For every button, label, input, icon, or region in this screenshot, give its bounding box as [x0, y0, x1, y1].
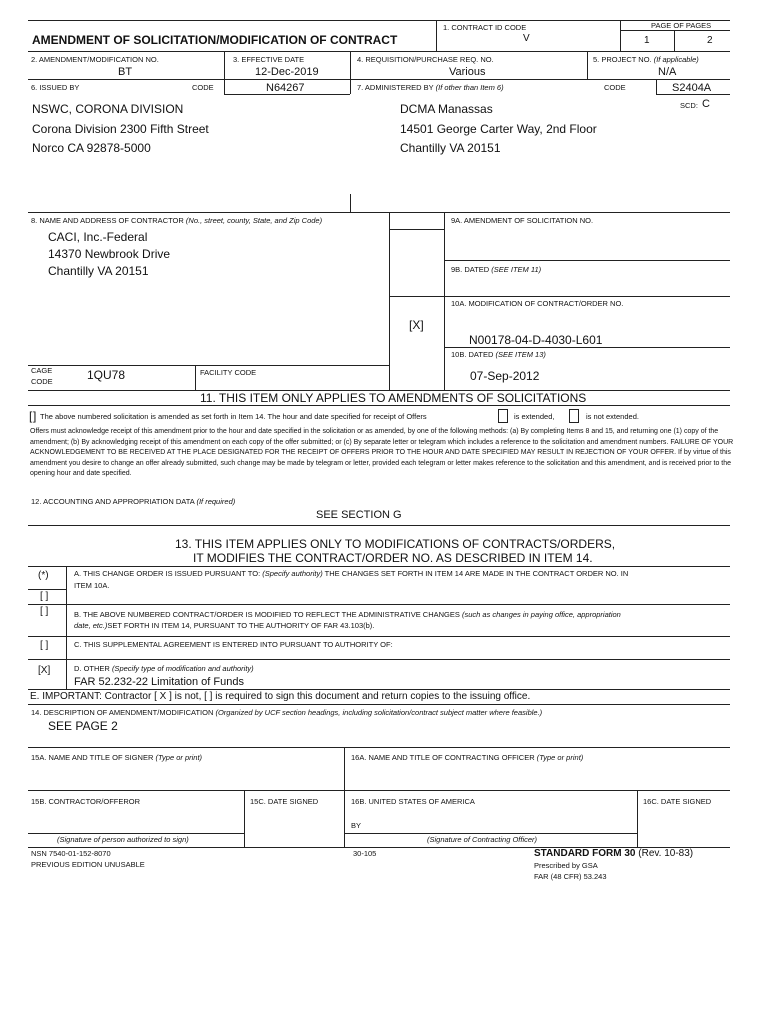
item-14-note: (Organized by UCF section headings, including solicitation/contract subject matter where feasible.) — [215, 708, 543, 717]
contractor-label — [31, 216, 322, 225]
officer-name-label — [351, 753, 583, 762]
signer-name-note: (Type or print) — [155, 753, 203, 762]
item-11-line-a: The above numbered solicitation is amended as set forth in Item 14. The hour and date specified for receipt of Offers — [40, 412, 427, 421]
administered-note: (If other than Item 6) — [435, 83, 504, 92]
rule — [28, 405, 730, 406]
accounting-label-text: 12. ACCOUNTING AND APPROPRIATION DATA — [31, 497, 195, 506]
standard-form-rev: (Rev. 10-83) — [638, 848, 694, 859]
rule — [587, 51, 588, 79]
usa-label: 16B. UNITED STATES OF AMERICA — [351, 797, 475, 806]
rule — [28, 525, 730, 526]
rule — [28, 747, 730, 748]
amend-solicitation-label: 9A. AMENDMENT OF SOLICITATION NO. — [451, 216, 594, 225]
rule — [344, 747, 345, 847]
item-13c-text: C. THIS SUPPLEMENTAL AGREEMENT IS ENTERED INTO PURSUANT TO AUTHORITY OF: — [74, 640, 393, 649]
cage-value: 1QU78 — [87, 368, 126, 382]
signer-name-label — [31, 753, 202, 762]
cage-label-1: CAGE — [31, 366, 53, 375]
mod-selected-mark: [X] — [409, 318, 424, 332]
rule — [28, 704, 730, 705]
signature-officer-caption: (Signature of Contracting Officer) — [427, 835, 538, 844]
item-14-label — [31, 708, 542, 717]
rule — [436, 20, 437, 51]
rule — [28, 79, 730, 80]
item-13-heading-2: IT MODIFIES THE CONTRACT/ORDER NO. AS DESCRIBED IN ITEM 14. — [193, 551, 593, 565]
offers-not-extended-checkbox[interactable] — [569, 409, 579, 423]
rule — [28, 589, 66, 590]
item-13-col-mark: (*) — [38, 570, 49, 581]
effective-date-label: 3. EFFECTIVE DATE — [233, 55, 305, 64]
officer-name-note: (Type or print) — [536, 753, 584, 762]
important-notice: E. IMPORTANT: Contractor [ X ] is not, [ ] is required to sign this document and return copies to the issuing office. — [30, 691, 531, 702]
top-rule-left — [28, 20, 436, 21]
item-13b-mark[interactable]: [ ] — [40, 606, 49, 617]
administered-text: 7. ADMINISTERED BY — [357, 83, 434, 92]
admin-line-3: Chantilly VA 20151 — [400, 141, 501, 155]
item-11-instructions: Offers must acknowledge receipt of this amendment prior to the hour and date specified in the solicitation or as amended, by one of the following methods: (a) By completing Items 8 and 15, and returning one (1) copy of the amendment; (b) By acknowledging receipt of this amendment on each copy of the offer submitted; or (c) By separate letter or telegram which includes a reference to the solicitation and amendment numbers. FAILURE OF YOUR ACKNOWLEDGEMENT TO BE RECEIVED AT THE PLACE DESIGNATED FOR THE RECEIPT OF OFFERS PRIOR TO THE HOUR AND DATE SPECIFIED MAY RESULT IN REJECTION OF YOUR OFFER. If by virtue of this amendment you desire to change an offer already submitted, such change may be made by telegram or letter, provided each telegram or letter makes reference to the solicitation and this amendment, and is received prior to the opening hour and date specified. — [30, 428, 734, 478]
dated-10b-text: 10B. DATED — [451, 350, 494, 359]
rule — [674, 30, 675, 51]
item-13b-italic: date, etc.) — [74, 621, 108, 630]
rule — [656, 94, 730, 95]
administered-code-label: CODE — [604, 83, 626, 92]
item-13b-lead: B. THE ABOVE NUMBERED CONTRACT/ORDER IS MODIFIED TO REFLECT THE ADMINISTRATIVE CHANGES — [74, 610, 460, 619]
signature-person-caption: (Signature of person authorized to sign) — [57, 835, 189, 844]
issuer-line-3: Norco CA 92878-5000 — [32, 141, 151, 155]
amendment-no-value: BT — [118, 66, 133, 78]
officer-name-text: 16A. NAME AND TITLE OF CONTRACTING OFFICER — [351, 753, 535, 762]
dated-9b-text: 9B. DATED — [451, 265, 490, 274]
item-14-value: SEE PAGE 2 — [48, 719, 118, 733]
standard-form-name: STANDARD FORM 30 — [534, 848, 636, 859]
rule — [224, 94, 350, 95]
contractor-offeror-label: 15B. CONTRACTOR/OFFEROR — [31, 797, 141, 806]
rule — [350, 51, 351, 94]
item-14-text: 14. DESCRIPTION OF AMENDMENT/MODIFICATION — [31, 708, 214, 717]
rule — [244, 790, 245, 847]
cage-label-2: CODE — [31, 377, 53, 386]
dated-10b-note: (SEE ITEM 13) — [495, 350, 546, 359]
rule — [28, 689, 730, 690]
accounting-label — [31, 497, 235, 506]
item-13d-value: FAR 52.232-22 Limitation of Funds — [74, 676, 244, 688]
issuer-line-2: Corona Division 2300 Fifth Street — [32, 122, 209, 136]
rule — [224, 51, 225, 94]
page-of-pages-label: PAGE OF PAGES — [651, 21, 712, 30]
dated-9b-note: (SEE ITEM 11) — [491, 265, 542, 274]
item-13a-text-3: ITEM 10A. — [74, 581, 110, 590]
item-13-blank-mark[interactable]: [ ] — [40, 591, 49, 602]
item-13a-lead: A. THIS CHANGE ORDER IS ISSUED PURSUANT TO: — [74, 569, 261, 578]
item-13a-rest: THE CHANGES SET FORTH IN ITEM 14 ARE MADE IN THE CONTRACT ORDER NO. IN — [324, 569, 629, 578]
prescribed-by: Prescribed by GSA — [534, 861, 598, 870]
rule — [637, 790, 638, 847]
dated-10b-value: 07-Sep-2012 — [470, 369, 540, 383]
rule — [66, 566, 67, 689]
dated-10b-label — [451, 350, 546, 359]
item-13-heading-1: 13. THIS ITEM APPLIES ONLY TO MODIFICATIONS OF CONTRACTS/ORDERS, — [175, 537, 616, 551]
item-13d-lead: D. OTHER — [74, 664, 110, 673]
project-no-label — [593, 55, 699, 64]
page-total: 2 — [707, 35, 713, 46]
contract-id-code-value: V — [523, 33, 530, 44]
effective-date-value: 12-Dec-2019 — [255, 66, 319, 78]
bracket-open: [ — [29, 409, 33, 423]
req-no-value: Various — [449, 66, 486, 78]
rule — [28, 566, 730, 567]
rule — [444, 260, 730, 261]
dated-9b-label — [451, 265, 541, 274]
item-13b-text-1 — [74, 610, 621, 619]
officer-date-label: 16C. DATE SIGNED — [643, 797, 712, 806]
contractor-line-1: CACI, Inc.-Federal — [48, 230, 148, 244]
scd-value: C — [702, 98, 710, 110]
rule — [389, 212, 390, 390]
contractor-date-label: 15C. DATE SIGNED — [250, 797, 319, 806]
item-11-heading: 11. THIS ITEM ONLY APPLIES TO AMENDMENTS OF SOLICITATIONS — [200, 391, 587, 405]
amendment-no-label: 2. AMENDMENT/MODIFICATION NO. — [31, 55, 159, 64]
page-number: 1 — [644, 35, 650, 46]
facility-code-label: FACILITY CODE — [200, 368, 257, 377]
previous-edition-note: PREVIOUS EDITION UNUSABLE — [31, 860, 145, 869]
rule — [28, 790, 730, 791]
rule — [28, 636, 730, 637]
project-no-value: N/A — [658, 66, 677, 78]
issuer-line-1: NSWC, CORONA DIVISION — [32, 102, 184, 116]
project-no-note: (If applicable) — [653, 55, 699, 64]
rule — [444, 212, 445, 390]
item-13b-note: (such as changes in paying office, appropriation — [462, 610, 621, 619]
rule — [444, 296, 730, 297]
item-13d-note: (Specify type of modification and authority) — [111, 664, 254, 673]
item-13d-text — [74, 664, 254, 673]
rule — [28, 212, 730, 213]
rule — [620, 30, 730, 31]
item-13d-mark[interactable]: [X] — [38, 665, 51, 676]
rule — [28, 51, 730, 52]
project-no-text: 5. PROJECT NO. — [593, 55, 652, 64]
mod-contract-value: N00178-04-D-4030-L601 — [469, 333, 603, 347]
contractor-label-text: 8. NAME AND ADDRESS OF CONTRACTOR — [31, 216, 184, 225]
by-label: BY — [351, 821, 362, 830]
mod-contract-label: 10A. MODIFICATION OF CONTRACT/ORDER NO. — [451, 299, 624, 308]
administered-label — [357, 83, 504, 92]
rule — [444, 347, 730, 348]
item-13c-mark[interactable]: [ ] — [40, 640, 49, 651]
form-title: AMENDMENT OF SOLICITATION/MODIFICATION OF CONTRACT — [32, 33, 398, 47]
rule — [389, 229, 444, 230]
rule — [28, 604, 730, 605]
issued-by-label: 6. ISSUED BY — [31, 83, 80, 92]
accounting-value: SEE SECTION G — [316, 509, 402, 521]
admin-line-2: 14501 George Carter Way, 2nd Floor — [400, 122, 597, 136]
rule — [28, 659, 730, 660]
offers-extended-checkbox[interactable] — [498, 409, 508, 423]
rule — [389, 296, 444, 297]
admin-line-1: DCMA Manassas — [400, 102, 493, 116]
offers-extended-label: is extended, — [514, 412, 555, 421]
accounting-label-note: (If required) — [196, 497, 236, 506]
item-13a-text-1 — [74, 569, 628, 578]
far-reference: FAR (48 CFR) 53.243 — [534, 872, 607, 881]
item-13b-text-2 — [74, 621, 374, 630]
contractor-line-2: 14370 Newbrook Drive — [48, 247, 171, 261]
nsn-number: NSN 7540-01-152-8070 — [31, 849, 111, 858]
rule — [195, 365, 196, 390]
contractor-label-note: (No., street, county, State, and Zip Code) — [185, 216, 323, 225]
rule — [620, 20, 621, 51]
req-no-label: 4. REQUISITION/PURCHASE REQ. NO. — [357, 55, 494, 64]
bracket-close: ] — [33, 409, 37, 423]
item-13b-rest: SET FORTH IN ITEM 14, PURSUANT TO THE AUTHORITY OF FAR 43.103(b). — [107, 621, 375, 630]
scd-label: SCD: — [680, 101, 698, 110]
rule — [28, 365, 389, 366]
form-code: 30-105 — [353, 849, 377, 858]
contractor-signature-line — [28, 833, 244, 834]
officer-signature-line — [344, 833, 637, 834]
rule — [350, 194, 351, 212]
administered-code-value: S2404A — [672, 82, 712, 94]
issued-code-label: CODE — [192, 83, 214, 92]
issued-code-value: N64267 — [266, 82, 305, 94]
offers-not-extended-label: is not extended. — [586, 412, 639, 421]
contractor-line-3: Chantilly VA 20151 — [48, 264, 149, 278]
standard-form-label — [534, 848, 693, 859]
signer-name-text: 15A. NAME AND TITLE OF SIGNER — [31, 753, 154, 762]
contract-id-code-label: 1. CONTRACT ID CODE — [443, 23, 527, 32]
rule — [656, 79, 657, 94]
item-13a-note: (Specify authority) — [262, 569, 323, 578]
